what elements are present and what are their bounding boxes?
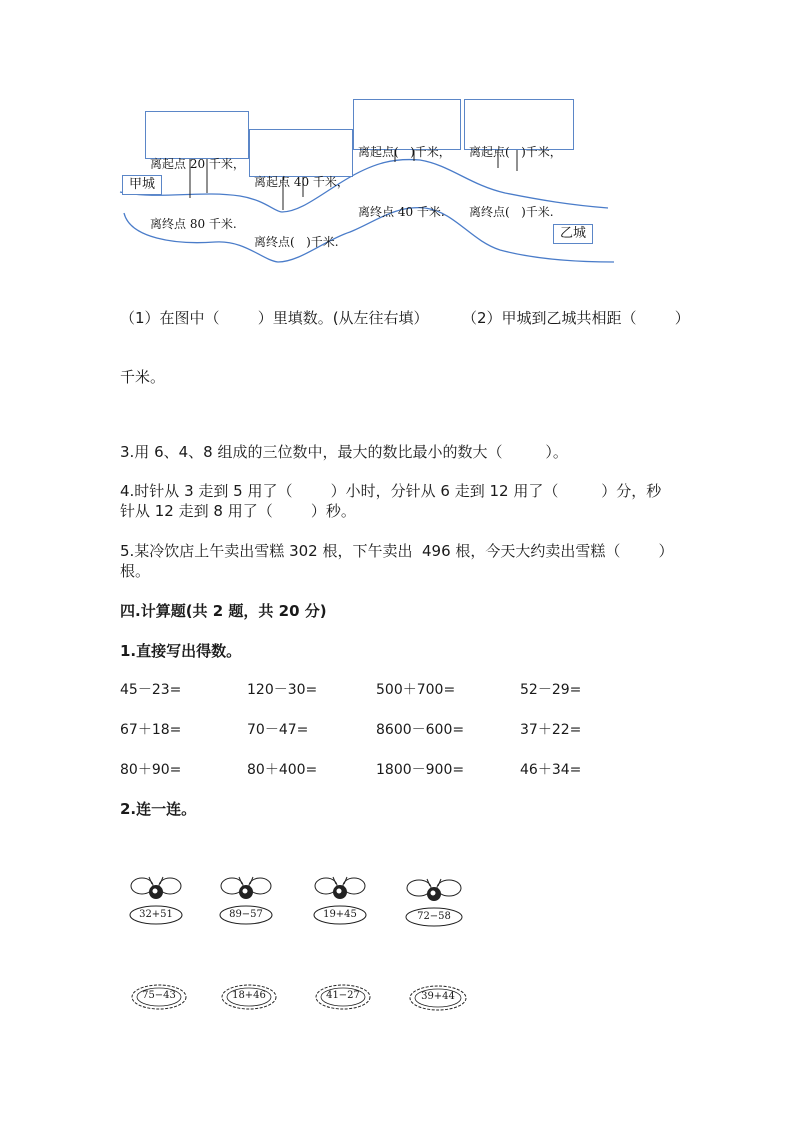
sign-2-line-2: 离终点( )千米. [254,235,339,249]
sign-1-line-2: 离终点 80 千米. [150,217,237,231]
flower-card-2[interactable] [220,982,278,1012]
calc-r2-c3: 8600－600= [376,722,465,738]
bee-icon [404,874,464,910]
road-map-diagram [0,0,794,280]
bee-card-2[interactable] [218,872,274,928]
question-4-line-2: 针从 12 走到 8 用了（ ）秒。 [120,502,356,520]
bee-card-3[interactable] [312,872,368,928]
calc-r1-c4: 52－29= [520,682,582,698]
sign-3-line-2: 离终点 40 千米. [358,205,445,219]
flower-label-2: 18+46 [232,990,266,1001]
calc-question-2-title: 2.连一连。 [120,800,197,818]
city-end-label: 乙城 [553,224,593,244]
calc-r1-c1: 45－23= [120,682,182,698]
milestone-sign-4 [464,99,574,219]
calc-r3-c3: 1800－900= [376,762,465,778]
flower-label-3: 41−27 [326,990,360,1001]
sign-3-line-1: 离起点( )千米， [358,145,451,159]
flower-card-1[interactable] [130,982,188,1012]
milestone-sign-2 [249,129,353,249]
question-2-part-1: （1）在图中（ ）里填数。(从左往右填） [120,309,429,327]
calc-r3-c2: 80＋400= [247,762,318,778]
sign-2-line-1: 离起点 40 千米， [254,175,349,189]
calc-r3-c4: 46＋34= [520,762,582,778]
sign-4-line-2: 离终点( )千米. [469,205,554,219]
bee-icon [312,872,368,908]
question-5-line-2: 根。 [120,562,151,580]
calc-r2-c1: 67＋18= [120,722,182,738]
section-4-title: 四.计算题(共 2 题，共 20 分) [120,602,327,620]
bee-icon [218,872,274,908]
bee-label-4: 72−58 [417,911,451,922]
bee-card-1[interactable] [128,872,184,928]
flower-card-3[interactable] [314,982,372,1012]
city-start-label: 甲城 [122,175,162,195]
question-2-continuation: 千米。 [120,368,166,386]
milestone-sign-3 [353,99,461,219]
calc-r2-c4: 37＋22= [520,722,582,738]
flower-label-4: 39+44 [421,991,455,1002]
question-3: 3.用 6、4、8 组成的三位数中，最大的数比最小的数大（ ）。 [120,443,568,461]
question-2-part-2: （2）甲城到乙城共相距（ ） [462,309,690,327]
flower-row [120,982,480,1016]
flower-card-4[interactable] [408,983,468,1013]
bee-row [120,872,480,934]
calc-r3-c1: 80＋90= [120,762,182,778]
calc-r1-c2: 120－30= [247,682,318,698]
calc-question-1-title: 1.直接写出得数。 [120,642,242,660]
sign-1-line-1: 离起点 20 千米， [150,157,245,171]
bee-label-2: 89−57 [229,909,263,920]
calc-r1-c3: 500＋700= [376,682,456,698]
bee-label-1: 32+51 [139,909,173,920]
question-5-line-1: 5.某冷饮店上午卖出雪糕 302 根，下午卖出 496 根，今天大约卖出雪糕（ ） [120,542,674,560]
bee-label-3: 19+45 [323,909,357,920]
calc-r2-c2: 70－47= [247,722,309,738]
sign-4-line-1: 离起点( )千米， [469,145,562,159]
milestone-sign-1 [145,111,249,231]
question-4-line-1: 4.时针从 3 走到 5 用了（ ）小时，分针从 6 走到 12 用了（ ）分，秒 [120,482,662,500]
bee-icon [128,872,184,908]
bee-card-4[interactable] [404,874,464,930]
flower-label-1: 75−43 [142,990,176,1001]
